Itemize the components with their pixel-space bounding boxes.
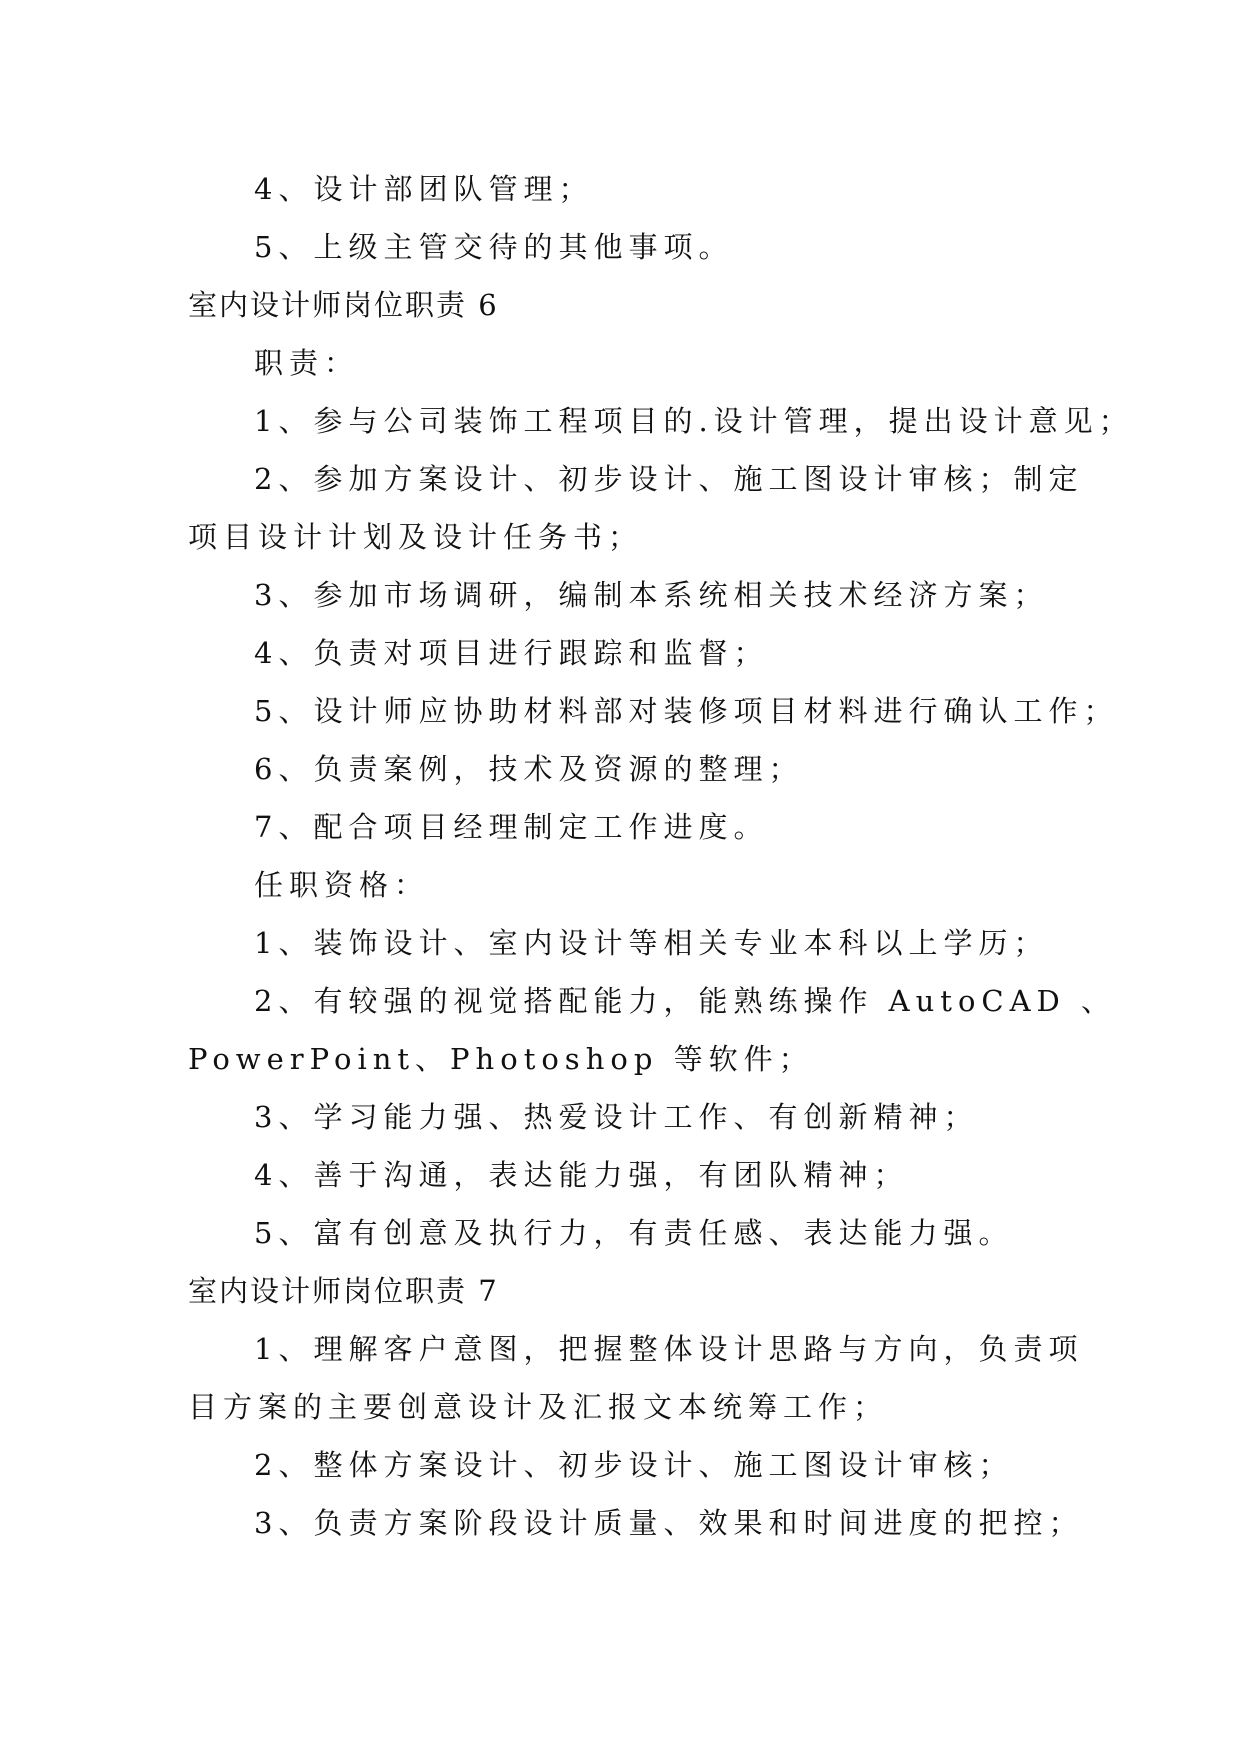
list-item: 3、参加市场调研，编制本系统相关技术经济方案； xyxy=(254,578,1049,612)
list-item-continuation: PowerPoint、Photoshop 等软件； xyxy=(188,1042,814,1076)
list-item: 5、上级主管交待的其他事项。 xyxy=(254,230,734,264)
subsection-label: 任职资格： xyxy=(254,868,430,902)
list-item: 1、装饰设计、室内设计等相关专业本科以上学历； xyxy=(254,926,1049,960)
section-heading: 室内设计师岗位职责 7 xyxy=(188,1274,499,1308)
list-item: 1、参与公司装饰工程项目的.设计管理，提出设计意见； xyxy=(254,404,1134,438)
list-item-continuation: 目方案的主要创意设计及汇报文本统筹工作； xyxy=(188,1390,889,1424)
list-item: 2、有较强的视觉搭配能力，能熟练操作 AutoCAD 、 xyxy=(254,984,1117,1018)
section-heading: 室内设计师岗位职责 6 xyxy=(188,288,499,322)
list-item: 6、负责案例，技术及资源的整理； xyxy=(254,752,804,786)
document-body xyxy=(188,160,1134,1552)
list-item: 3、负责方案阶段设计质量、效果和时间进度的把控； xyxy=(254,1506,1084,1540)
subsection-label: 职责： xyxy=(254,346,360,380)
list-item: 5、设计师应协助材料部对装修项目材料进行确认工作； xyxy=(254,694,1119,728)
list-item-continuation: 项目设计计划及设计任务书； xyxy=(188,520,644,554)
list-item: 2、整体方案设计、初步设计、施工图设计审核； xyxy=(254,1448,1014,1482)
list-item: 2、参加方案设计、初步设计、施工图设计审核；制定 xyxy=(254,462,1084,496)
list-item: 5、富有创意及执行力，有责任感、表达能力强。 xyxy=(254,1216,1014,1250)
list-item: 4、设计部团队管理； xyxy=(254,172,594,206)
list-item: 4、善于沟通，表达能力强，有团队精神； xyxy=(254,1158,909,1192)
list-item: 3、学习能力强、热爱设计工作、有创新精神； xyxy=(254,1100,979,1134)
list-item: 4、负责对项目进行跟踪和监督； xyxy=(254,636,769,670)
list-item: 7、配合项目经理制定工作进度。 xyxy=(254,810,769,844)
list-item: 1、理解客户意图，把握整体设计思路与方向，负责项 xyxy=(254,1332,1084,1366)
